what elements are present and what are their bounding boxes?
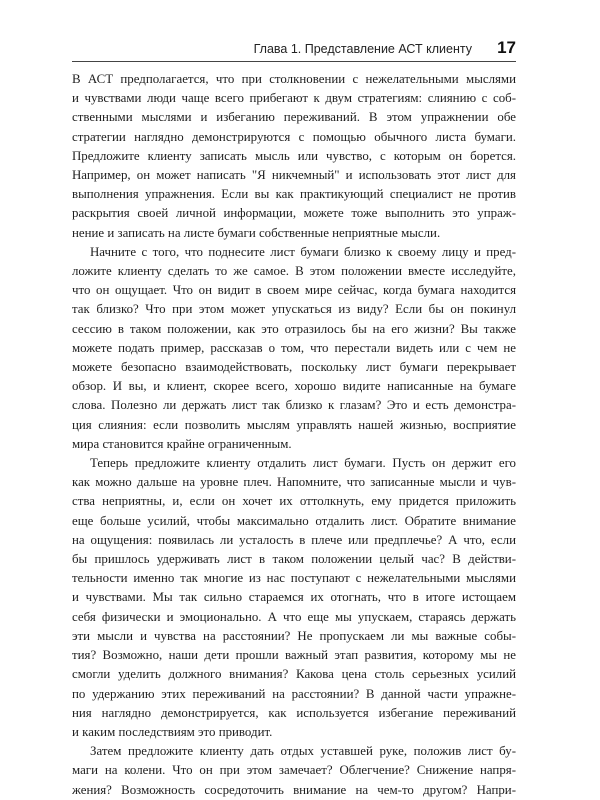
paragraph — [72, 70, 516, 243]
text-line: что он ощущает. Что он видит в своем мире сейчас, когда бумага находится — [72, 283, 516, 298]
text-line: на ощущения: появилась ли усталость в плече или предплечье? А что, если — [72, 532, 516, 547]
text-line: ственными мыслями и избеганию переживаний. В этом упражнении обе — [72, 110, 516, 125]
text-line: ложите клиенту сделать то же самое. В этом положении вместе исследуйте, — [72, 264, 516, 279]
chapter-title: Глава 1. Представление АСТ клиенту — [253, 42, 472, 56]
text-line: эти мысли и чувства на расстоянии? Не пропускаем ли мы важные собы- — [72, 628, 516, 643]
page-number: 17 — [497, 38, 516, 57]
text-line: нение и записать на листе бумаги собственные неприятные мысли. — [72, 225, 441, 240]
text-line: тия? Возможно, наши дети прошли важный этап развития, которому мы не — [72, 648, 516, 663]
text-line: мира становится крайне ограниченным. — [72, 436, 292, 451]
text-line: и чувствами. Мы так сильно стараемся их отогнать, что в итоге истощаем — [72, 590, 516, 605]
paragraph — [72, 742, 516, 800]
text-line: раскрытия своей личной информации, можете тоже выполнить это упраж- — [72, 206, 516, 221]
text-line: так близко? Что при этом может упускаться из виду? Если бы он покинул — [72, 302, 516, 317]
text-line: Затем предложите клиенту дать отдых уставшей руке, положив лист бу- — [90, 744, 516, 759]
text-line: слова. Полезно ли держать лист так близко к глазам? Это и есть демонстра- — [72, 398, 516, 413]
text-line: тельности именно так многие из нас поступают с нежелательными мыслями — [72, 571, 516, 586]
text-line: ства неприятны, и, если он хочет их оттолкнуть, ему придется приложить — [72, 494, 516, 509]
text-line: маги на колени. Что он при этом замечает? Облегчение? Снижение напря- — [72, 763, 516, 778]
text-line: обзор. И вы, и клиент, скорее всего, хорошо видите написанные на бумаге — [72, 379, 516, 394]
text-line: можете подать пример, рассказав о том, что перестали видеть или с чем не — [72, 340, 516, 355]
text-line: можете безопасно взаимодействовать, поскольку лист бумаги перекрывает — [72, 360, 516, 375]
text-line: и чувствами люди чаще всего прибегают к двум стратегиям: слиянию с соб- — [72, 91, 516, 106]
text-line: В АСТ предполагается, что при столкновении с нежелательными мыслями — [72, 72, 516, 86]
text-line: стратегии наглядно демонстрируются с помощью обычного листа бумаги. — [72, 129, 516, 144]
text-line: сессию в таком положении, как это отразилось бы на его жизни? Вы также — [72, 321, 516, 336]
text-line: смогли уделить должного внимания? Какова цена столь серьезных усилий — [72, 667, 516, 682]
text-line: еще больше усилий, чтобы максимально отдалить лист. Обратите внимание — [72, 513, 516, 528]
header-rule — [72, 61, 516, 62]
running-head — [72, 36, 516, 60]
text-line: Начните с того, что поднесите лист бумаги близко к своему лицу и пред- — [90, 244, 516, 259]
paragraph — [72, 243, 516, 454]
text-line: ния наглядно демонстрируется, как используется избегание переживаний — [72, 705, 516, 720]
text-line: и каким последствиям это приводит. — [72, 724, 273, 739]
text-line: Предложите клиенту записать мысль или чувство, с которым он борется. — [72, 148, 516, 163]
text-line: как можно дальше на уровне плеч. Напомните, что записанные мысли и чув- — [72, 475, 516, 490]
text-line: Например, он может написать "Я никчемный" и использовать этот лист для — [72, 168, 516, 183]
text-line: по удержанию этих переживаний на расстоянии? В данной части упражне- — [72, 686, 516, 701]
text-line: себя физически и эмоционально. А что еще мы упускаем, стараясь держать — [72, 609, 516, 624]
paragraph — [72, 454, 516, 742]
text-line: ция слияния: если позволить мыслям управлять нашей жизнью, восприятие — [72, 417, 516, 432]
text-line: бы пришлось удерживать лист в таком положении целый час? В действи- — [72, 552, 516, 567]
text-line: Теперь предложите клиенту отдалить лист бумаги. Пусть он держит его — [90, 456, 516, 471]
text-line: выполнения упражнения. Если вы как практикующий специалист не против — [72, 187, 516, 202]
body-text — [72, 70, 516, 800]
text-line: жения? Возможность сосредоточить внимание на чем-то другом? Напри- — [72, 782, 516, 797]
